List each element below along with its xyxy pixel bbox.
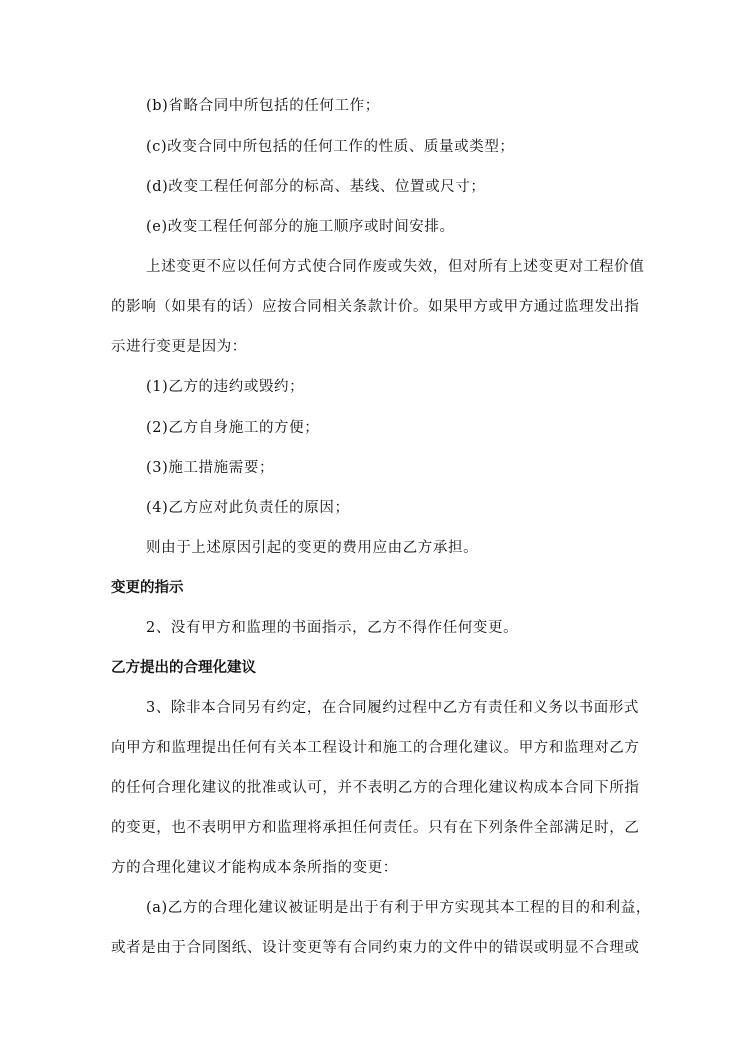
list-item-b: (b)省略合同中所包括的任何工作； — [146, 98, 380, 114]
para5-line2: 或者是由于合同图纸、设计变更等有合同约束力的文件中的错误或明显不合理或 — [111, 940, 640, 956]
para4-line2: 向甲方和监理提出任何有关本工程设计和施工的合理化建议。甲方和监理对乙方 — [111, 740, 640, 756]
para1-line3: 示进行变更是因为： — [111, 339, 247, 355]
para1-line1: 上述变更不应以任何方式使合同作废或失效，但对所有上述变更对工程价值 — [146, 259, 645, 275]
para4-line4: 的变更，也不表明甲方和监理将承担任何责任。只有在下列条件全部满足时，乙 — [111, 820, 640, 836]
para4-line5: 方的合理化建议才能构成本条所指的变更： — [111, 860, 398, 876]
list-item-e: (e)改变工程任何部分的施工顺序或时间安排。 — [146, 219, 455, 235]
section-heading-change-instruction: 变更的指示 — [111, 580, 184, 596]
para2: 则由于上述原因引起的变更的费用应由乙方承担。 — [146, 540, 479, 556]
para1-line2: 的影响（如果有的话）应按合同相关条款计价。如果甲方或甲方通过监理发出指 — [111, 299, 640, 315]
list-item-d: (d)改变工程任何部分的标高、基线、位置或尺寸； — [146, 179, 486, 195]
para3: 2、没有甲方和监理的书面指示，乙方不得作任何变更。 — [146, 620, 519, 636]
para5-line1: (a)乙方的合理化建议被证明是出于有利于甲方实现其本工程的目的和利益， — [146, 900, 651, 916]
para4-line3: 的任何合理化建议的批准或认可，并不表明乙方的合理化建议构成本合同下所指 — [111, 780, 640, 796]
list-item-3: (3)施工措施需要； — [146, 460, 275, 476]
list-item-1: (1)乙方的违约或毁约； — [146, 379, 305, 395]
list-item-2: (2)乙方自身施工的方便； — [146, 420, 320, 436]
list-item-4: (4)乙方应对此负责任的原因； — [146, 500, 350, 516]
section-heading-contractor-suggestions: 乙方提出的合理化建议 — [111, 660, 256, 676]
para4-line1: 3、除非本合同另有约定，在合同履约过程中乙方有责任和义务以书面形式 — [146, 700, 640, 716]
list-item-c: (c)改变合同中所包括的任何工作的性质、质量或类型； — [146, 139, 515, 155]
